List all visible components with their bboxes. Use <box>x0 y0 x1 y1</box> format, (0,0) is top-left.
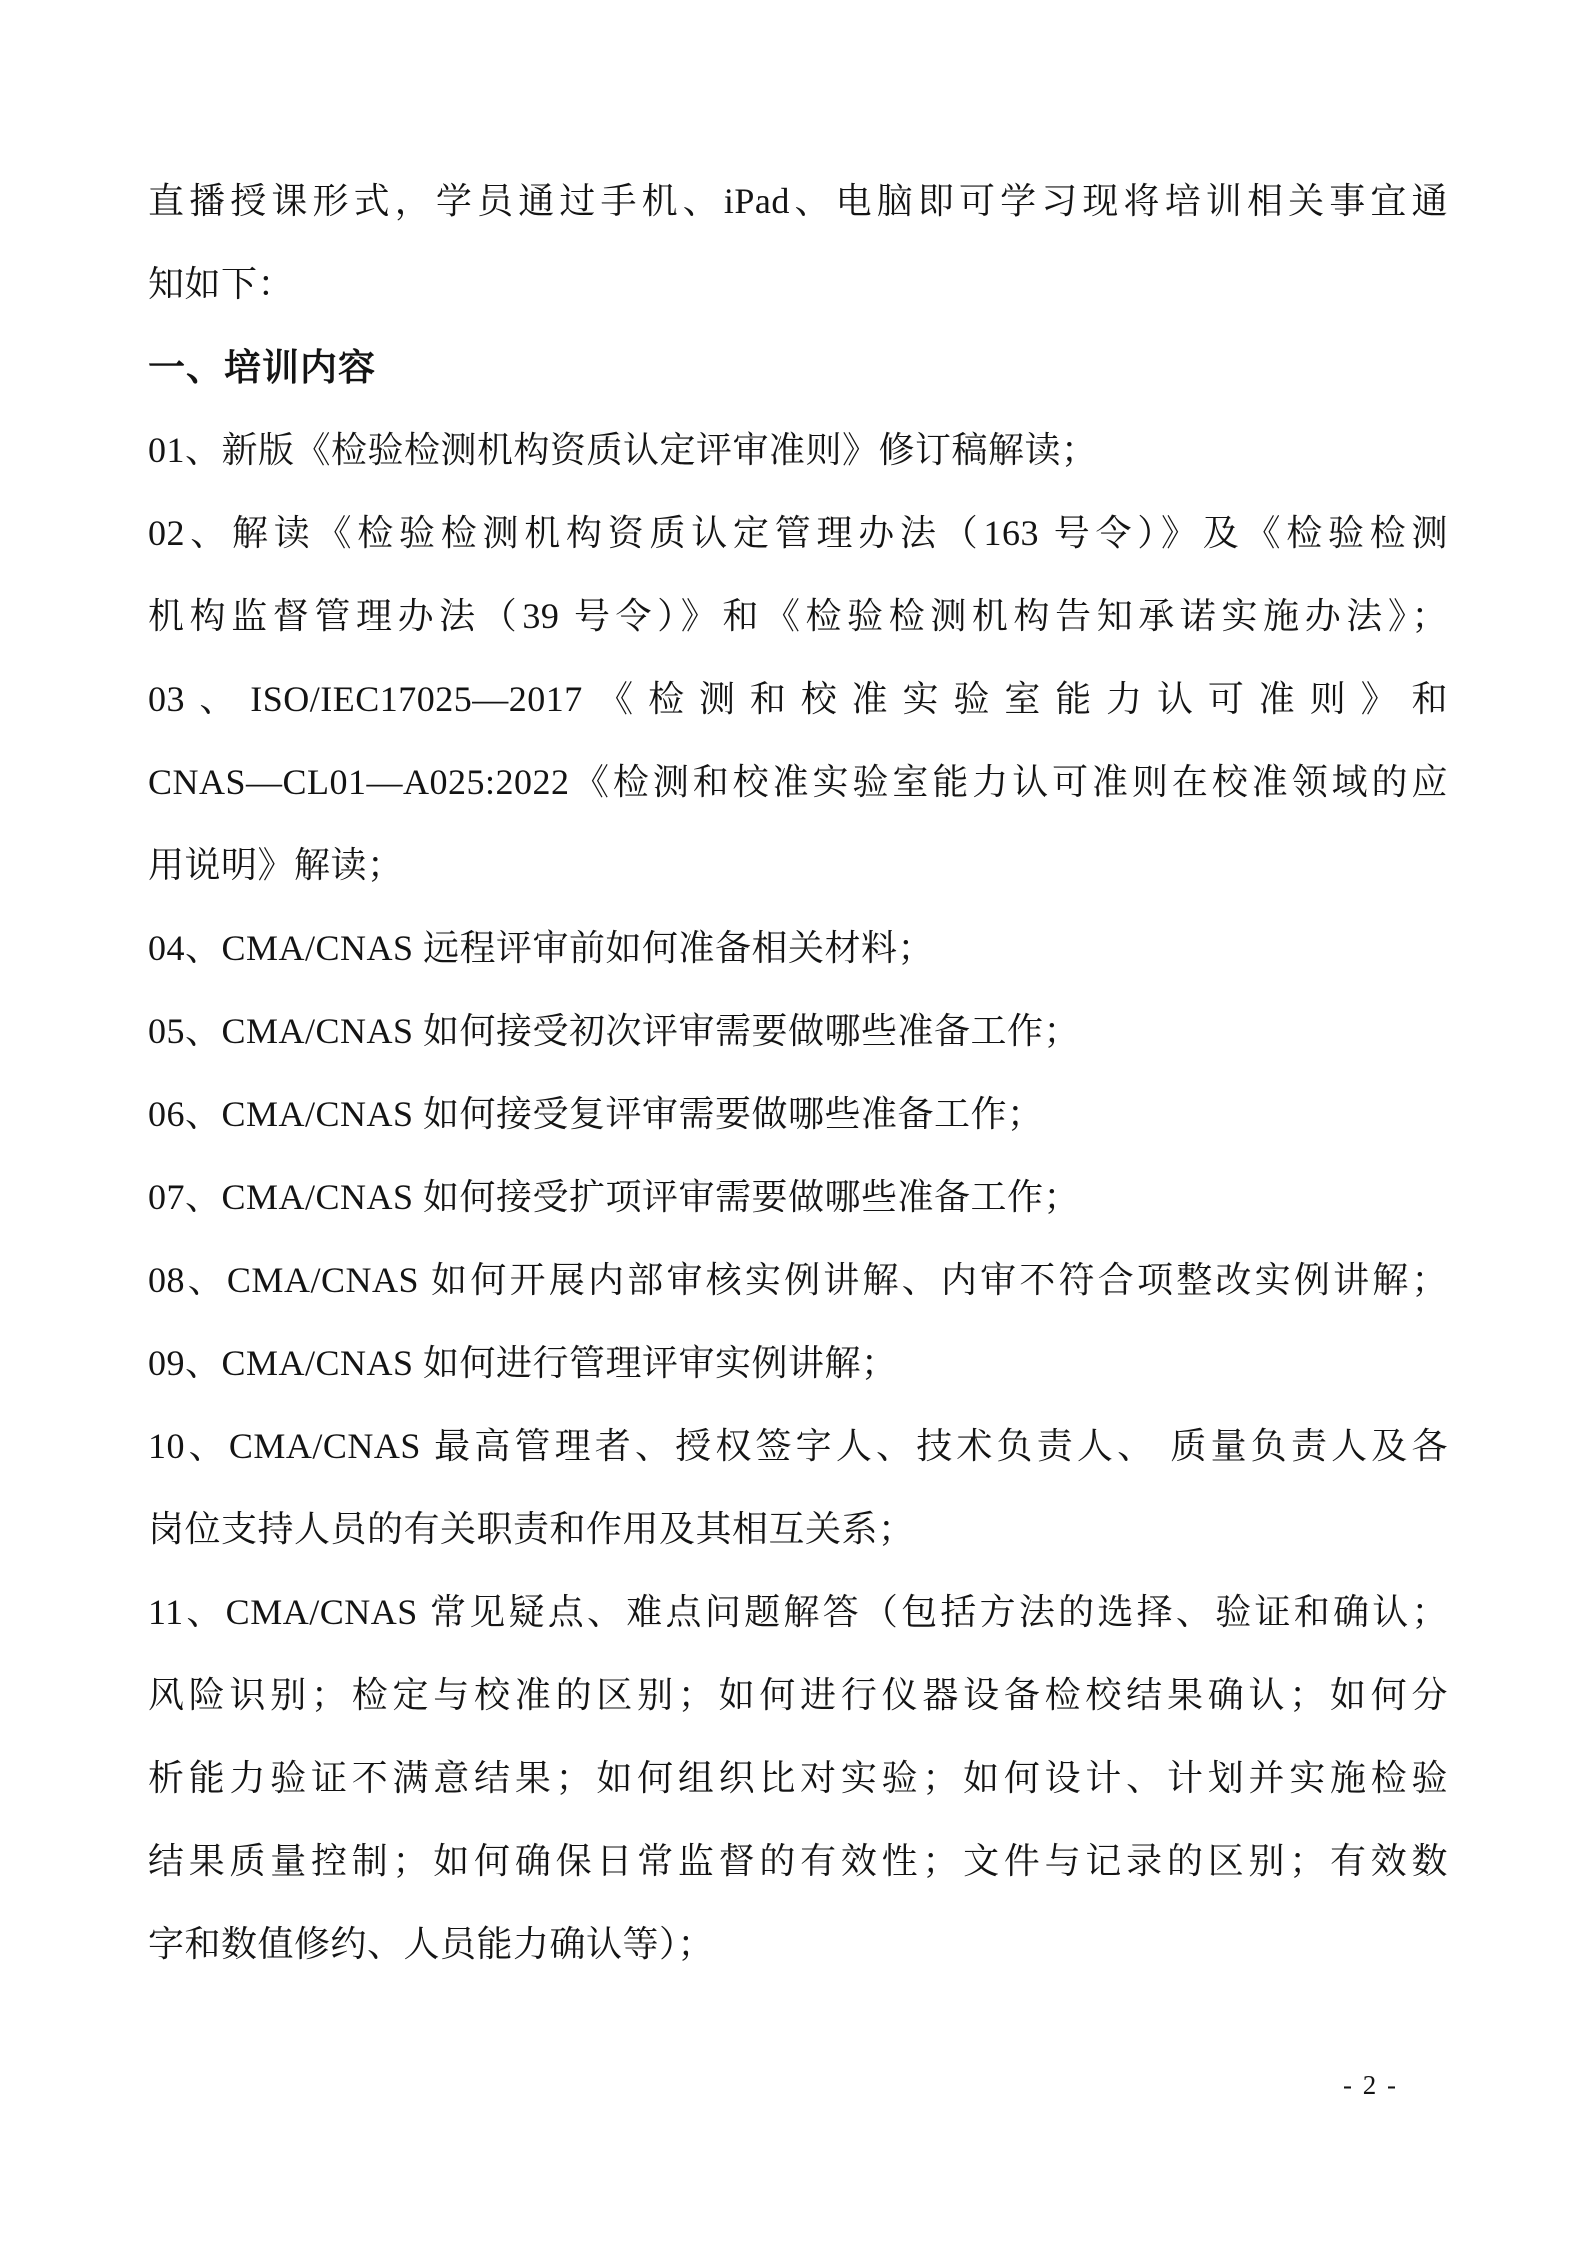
content-line-10b: 岗位支持人员的有关职责和作用及其相互关系； <box>148 1509 915 1549</box>
content-line-03b: CNAS—CL01—A025:2022《检测和校准实验室能力认可准则在校准领域的应 <box>148 762 1448 802</box>
content-line-09: 09、CMA/CNAS 如何进行管理评审实例讲解； <box>148 1343 898 1383</box>
content-line-11: 11、CMA/CNAS 常见疑点、难点问题解答（包括方法的选择、验证和确认； <box>148 1592 1448 1632</box>
content-line-06: 06、CMA/CNAS 如何接受复评审需要做哪些准备工作； <box>148 1094 1044 1134</box>
content-line-03c: 用说明》解读； <box>148 845 404 885</box>
content-line-01: 01、新版《检验检测机构资质认定评审准则》修订稿解读； <box>148 430 1098 470</box>
page-number: - 2 - <box>1343 2070 1398 2100</box>
content-line-10: 10、CMA/CNAS 最高管理者、授权签字人、技术负责人、 质量负责人及各 <box>148 1426 1448 1466</box>
content-line-08: 08、CMA/CNAS 如何开展内部审核实例讲解、内审不符合项整改实例讲解； <box>148 1260 1448 1300</box>
content-line-02: 02、解读《检验检测机构资质认定管理办法（163 号令）》及《检验检测 <box>148 513 1448 553</box>
content-line-11b: 风险识别；检定与校准的区别；如何进行仪器设备检校结果确认；如何分 <box>148 1675 1448 1715</box>
content-line-03: 03、ISO/IEC17025—2017《检测和校准实验室能力认可准则》和 <box>148 679 1448 719</box>
content-line-11c: 析能力验证不满意结果；如何组织比对实验；如何设计、计划并实施检验 <box>148 1758 1448 1798</box>
content-line-05: 05、CMA/CNAS 如何接受初次评审需要做哪些准备工作； <box>148 1011 1081 1051</box>
section-heading: 一、培训内容 <box>148 347 376 388</box>
intro-line: 知如下： <box>148 264 295 304</box>
content-line-04: 04、CMA/CNAS 远程评审前如何准备相关材料； <box>148 928 935 968</box>
content-line-02b: 机构监督管理办法（39 号令）》和《检验检测机构告知承诺实施办法》； <box>148 596 1448 636</box>
document-body <box>148 160 1448 1986</box>
content-line-11d: 结果质量控制；如何确保日常监督的有效性；文件与记录的区别；有效数 <box>148 1841 1448 1881</box>
content-line-11e: 字和数值修约、人员能力确认等）； <box>148 1924 715 1964</box>
content-line-07: 07、CMA/CNAS 如何接受扩项评审需要做哪些准备工作； <box>148 1177 1081 1217</box>
intro-line: 直播授课形式，学员通过手机、iPad、电脑即可学习现将培训相关事宜通 <box>148 181 1448 221</box>
